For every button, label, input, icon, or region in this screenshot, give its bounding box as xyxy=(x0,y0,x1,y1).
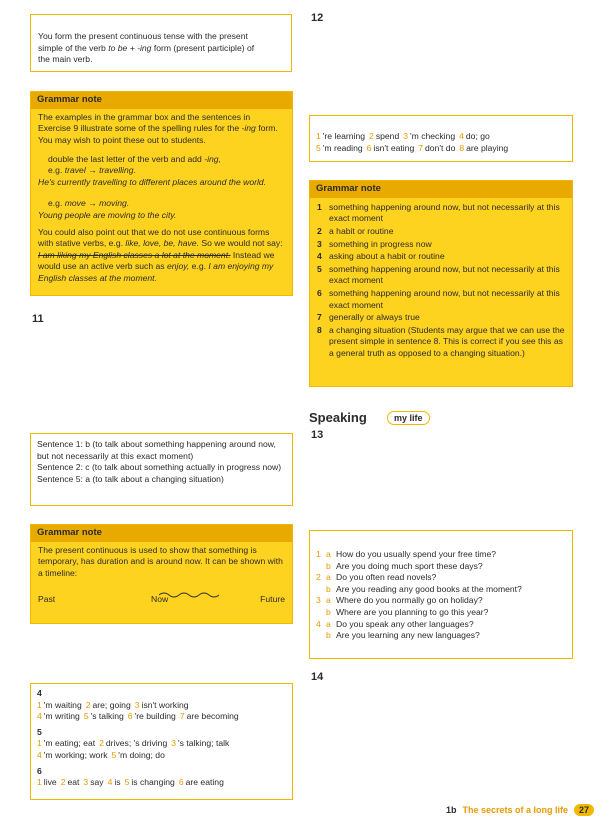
answer-number: 3 xyxy=(134,699,140,710)
grammar-use-item xyxy=(317,251,565,263)
answers-6-line1 xyxy=(37,777,286,789)
page-number: 27 xyxy=(574,804,594,816)
grammar-use-item xyxy=(317,288,565,311)
sentence-2: Sentence 2: c (to talk about something actually in progress now) xyxy=(37,462,282,473)
answer-number: 1 xyxy=(37,777,42,788)
grammar-note-title-2: Grammar note xyxy=(31,525,292,542)
answer-number: 6 xyxy=(366,142,372,153)
question-text: How do you usually spend your free time? xyxy=(336,549,497,559)
grammar-use-text: something happening around now, but not necessarily at this exact moment xyxy=(329,287,560,310)
grammar-note-title-3: Grammar note xyxy=(310,181,572,198)
answers-12-line1 xyxy=(316,131,566,143)
answer-text: 'm doing; do xyxy=(118,749,165,760)
answer-text: spend xyxy=(375,131,400,141)
gn1-example2: Young people are moving to the city. xyxy=(38,209,177,220)
answers-12-box xyxy=(309,115,573,162)
answer-text: 'm writing xyxy=(43,711,80,722)
question-letter: b xyxy=(326,560,331,571)
answer-text: 'm eating; eat xyxy=(43,738,96,749)
answers-heading-6: 6 xyxy=(37,765,42,776)
answer-number: 6 xyxy=(178,777,184,788)
question-item xyxy=(316,584,566,596)
grammar-use-number: 2 xyxy=(317,226,322,236)
answers-5-line1 xyxy=(37,738,286,750)
grammar-use-text: something in progress now xyxy=(329,238,432,249)
question-number: 2 xyxy=(316,572,321,583)
gn1-rule2 xyxy=(38,198,285,210)
answer-number: 4 xyxy=(37,711,42,722)
intro-box xyxy=(30,14,292,72)
question-text: Are you learning any new languages? xyxy=(336,630,480,641)
answers-5-line2 xyxy=(37,750,286,762)
gn1-p1-a: The examples in the grammar box and the sentences in Exercise 9 illustrate some of the spelling rules for the xyxy=(38,111,251,134)
answer-number: 4 xyxy=(459,131,464,141)
answer-number: 5 xyxy=(316,142,321,153)
questions-13-list xyxy=(316,549,566,642)
question-item xyxy=(316,572,566,584)
grammar-use-number: 6 xyxy=(317,287,322,298)
question-text: Are you reading any good books at the moment? xyxy=(336,583,522,594)
answer-text: 'm working; work xyxy=(43,749,108,760)
answer-text: isn't working xyxy=(141,699,189,710)
my-life-badge: my life xyxy=(387,411,430,425)
footer-unit: 1b xyxy=(445,805,457,815)
answer-number: 6 xyxy=(127,711,133,722)
question-item xyxy=(316,595,566,607)
sentence-answers-box xyxy=(30,433,293,506)
answer-text: 's talking xyxy=(90,711,124,722)
section-number-14: 14 xyxy=(311,671,324,683)
answer-text: 's talking; talk xyxy=(178,738,230,749)
grammar-use-text: a habit or routine xyxy=(329,226,394,236)
question-item xyxy=(316,630,566,642)
answer-text: 're building xyxy=(134,711,176,722)
gn2-text: The present continuous is used to show that something is temporary, has duration and is around now. It can be shown with a timeline: xyxy=(38,544,283,578)
answer-number: 2 xyxy=(60,777,66,788)
grammar-use-item xyxy=(317,239,565,251)
answer-number: 2 xyxy=(85,699,91,710)
answer-text: isn't eating xyxy=(373,142,415,153)
grammar-use-item xyxy=(317,312,565,324)
question-number: 4 xyxy=(316,618,321,629)
section-number-13: 13 xyxy=(311,429,324,441)
timeline-labels xyxy=(38,594,285,608)
section-number-12: 12 xyxy=(311,12,324,24)
answer-number: 4 xyxy=(37,749,42,760)
intro-line2 xyxy=(38,43,285,55)
question-text: Where are you planning to go this year? xyxy=(336,606,489,617)
question-letter: a xyxy=(326,595,331,606)
answer-text: 'm reading xyxy=(322,142,363,153)
question-text: Do you speak any other languages? xyxy=(336,618,474,629)
answers-4-line2 xyxy=(37,711,286,723)
answer-number: 7 xyxy=(179,711,185,722)
grammar-use-number: 3 xyxy=(317,238,322,249)
intro-line2-a: simple of the verb xyxy=(38,42,109,53)
intro-line2-c: form (present participle) of xyxy=(151,42,255,53)
timeline-now: Now xyxy=(151,593,169,604)
sentence-5: Sentence 5: a (to talk about a changing situation) xyxy=(37,473,224,484)
question-number: 1 xyxy=(316,549,321,559)
answer-text: drives; 's driving xyxy=(105,738,168,749)
questions-13-box xyxy=(309,530,573,659)
answer-text: 'm waiting xyxy=(43,699,82,710)
page-footer xyxy=(446,804,594,816)
grammar-use-number: 1 xyxy=(317,201,322,212)
gn1-p3-c: So we would not say: xyxy=(198,238,283,249)
answer-text: do; go xyxy=(465,131,490,141)
answers-4-line1 xyxy=(37,700,286,712)
section-number-11: 11 xyxy=(32,313,44,325)
gn1-p1-b: -ing xyxy=(241,123,256,134)
answer-number: 4 xyxy=(107,777,113,788)
grammar-use-text: something happening around now, but not necessarily at this exact moment xyxy=(329,263,560,286)
grammar-use-number: 8 xyxy=(317,324,322,335)
grammar-note-timeline xyxy=(30,524,293,624)
gn1-r1-a: double the last letter of the verb and add xyxy=(48,153,205,164)
answer-number: 2 xyxy=(369,131,374,141)
grammar-use-number: 5 xyxy=(317,263,322,274)
grammar-use-text: generally or always true xyxy=(329,312,420,323)
answers-12-line2 xyxy=(316,143,566,155)
answer-number: 1 xyxy=(37,738,42,749)
grammar-use-text: something happening around now, but not necessarily at this exact moment xyxy=(329,201,560,224)
gn1-p3-g: e.g. xyxy=(189,261,209,272)
answer-number: 1 xyxy=(37,699,42,710)
grammar-use-text: asking about a habit or routine xyxy=(329,251,445,262)
answer-text: are; going xyxy=(92,699,131,710)
question-text: Are you doing much sport these days? xyxy=(336,560,483,571)
answer-number: 3 xyxy=(83,777,89,788)
timeline-future: Future xyxy=(260,593,285,604)
question-item xyxy=(316,619,566,631)
gn1-r2-a: e.g. xyxy=(48,198,65,209)
gn1-p3-b: like, love, be, have. xyxy=(125,238,199,249)
answer-number: 5 xyxy=(83,711,89,722)
grammar-use-number: 4 xyxy=(317,251,322,262)
intro-line3: the main verb. xyxy=(38,54,93,65)
question-letter: b xyxy=(326,630,331,641)
grammar-note-uses xyxy=(309,180,573,387)
intro-line2-b: to be + -ing xyxy=(108,42,152,53)
gn1-r1-b: -ing, xyxy=(204,153,221,164)
grammar-use-number: 7 xyxy=(317,312,322,323)
answer-text: 're learning xyxy=(322,131,366,141)
grammar-note-spelling xyxy=(30,91,293,296)
answer-text: live xyxy=(43,777,57,788)
intro-line1: You form the present continuous tense with the present xyxy=(38,31,248,41)
grammar-uses-list xyxy=(310,198,572,364)
gn1-p3-e: Instead we would use an active verb such as xyxy=(38,249,275,272)
question-item xyxy=(316,607,566,619)
answer-text: is changing xyxy=(131,777,175,788)
gn1-p3-f: enjoy, xyxy=(166,261,190,272)
grammar-use-item xyxy=(317,325,565,360)
question-item xyxy=(316,549,566,561)
gn1-p3-a: You could also point out that we do not use continuous forms with stative verbs, e.g. xyxy=(38,226,270,249)
answers-4-5-6-box xyxy=(30,683,293,800)
answer-text: eat xyxy=(67,777,80,788)
answers-heading-5: 5 xyxy=(37,726,42,737)
question-letter: a xyxy=(326,618,331,629)
gn1-paragraph3 xyxy=(38,227,285,285)
gn1-p3-h: I am enjoying my English classes at the moment. xyxy=(38,261,274,283)
footer-title: The secrets of a long life xyxy=(462,805,568,815)
answers-heading-4: 4 xyxy=(37,688,42,698)
question-item xyxy=(316,561,566,573)
gn1-r1-d: travel → travelling. xyxy=(64,165,136,176)
answer-number: 8 xyxy=(459,142,465,153)
answer-text: don't do xyxy=(425,142,456,153)
grammar-note-title: Grammar note xyxy=(31,92,292,109)
answer-text: are playing xyxy=(466,142,509,153)
gn1-r2-b: move → moving. xyxy=(64,198,130,209)
question-letter: b xyxy=(326,606,331,617)
question-letter: a xyxy=(326,549,331,559)
question-number: 3 xyxy=(316,595,321,606)
answer-text: are becoming xyxy=(186,711,239,722)
gn1-example1: He's currently travelling to different places around the world. xyxy=(38,176,267,187)
answer-number: 3 xyxy=(171,738,177,749)
question-letter: b xyxy=(326,583,331,594)
answer-text: say xyxy=(90,777,104,788)
grammar-use-item xyxy=(317,264,565,287)
grammar-use-item xyxy=(317,202,565,225)
answer-number: 1 xyxy=(316,131,321,141)
speaking-heading: Speaking xyxy=(309,410,367,425)
gn1-p3-d: I am liking my English classes a lot at the moment. xyxy=(38,249,231,260)
gn1-rule1 xyxy=(38,154,285,177)
answer-number: 5 xyxy=(111,749,117,760)
answer-text: 'm checking xyxy=(410,131,456,141)
answer-number: 5 xyxy=(124,777,130,788)
answer-text: are eating xyxy=(185,777,224,788)
gn1-p1-c: form. You may wish to point these out to students. xyxy=(38,123,278,145)
grammar-use-text: a changing situation (Students may argue that we can use the present simple in sentence 8. This is correct if you see this as a general truth as opposed to a changing situation.) xyxy=(329,324,565,358)
answer-number: 3 xyxy=(403,131,409,141)
answer-number: 2 xyxy=(99,738,104,749)
question-letter: a xyxy=(326,572,331,583)
grammar-use-item xyxy=(317,226,565,238)
answer-text: is xyxy=(114,777,121,788)
gn1-r1-c: e.g. xyxy=(48,165,65,176)
question-text: Do you often read novels? xyxy=(336,572,437,583)
sentence-1: Sentence 1: b (to talk about something happening around now, but not necessarily at this exact moment) xyxy=(37,439,276,461)
answer-number: 7 xyxy=(418,142,424,153)
gn1-paragraph1 xyxy=(38,112,285,147)
timeline-past: Past xyxy=(38,593,56,604)
question-text: Where do you normally go on holiday? xyxy=(336,595,483,606)
